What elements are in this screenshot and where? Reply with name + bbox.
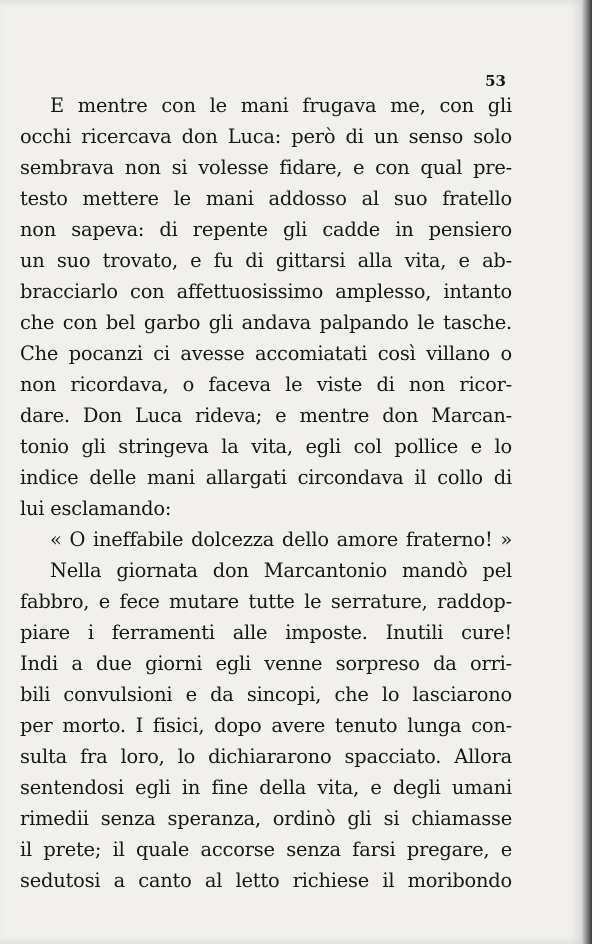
text-line: il prete; il quale accorse senza farsi pregare, e xyxy=(20,838,512,861)
text-line: indice delle mani allargati circondava il collo di xyxy=(20,466,512,489)
text-line: che con bel garbo gli andava palpando le tasche. xyxy=(20,311,512,334)
body-text xyxy=(20,90,512,896)
text-line: piare i ferramenti alle imposte. Inutili cure! xyxy=(20,621,512,644)
page-edge-shadow xyxy=(582,0,592,944)
text-line: dare. Don Luca rideva; e mentre don Marcan- xyxy=(20,404,512,427)
text-line: bili convulsioni e da sincopi, che lo lasciarono xyxy=(20,683,512,706)
text-line: bracciarlo con affettuosissimo amplesso, intanto xyxy=(20,280,512,303)
text-line: Che pocanzi ci avesse accomiatati così villano o xyxy=(20,342,512,365)
text-line: sembrava non si volesse fidare, e con qual pre- xyxy=(20,156,512,179)
text-line: Indi a due giorni egli venne sorpreso da orri- xyxy=(20,652,512,675)
text-line: sulta fra loro, lo dichiararono spacciato. Allora xyxy=(20,745,512,768)
text-line: sedutosi a canto al letto richiese il moribondo xyxy=(20,869,512,892)
text-line: sentendosi egli in fine della vita, e degli umani xyxy=(20,776,512,799)
text-line: non sapeva: di repente gli cadde in pensiero xyxy=(20,218,512,241)
text-line: per morto. I fisici, dopo avere tenuto lunga con- xyxy=(20,714,512,737)
text-line: E mentre con le mani frugava me, con gli xyxy=(50,94,512,117)
page-number: 53 xyxy=(485,72,506,90)
text-line: testo mettere le mani addosso al suo fratello xyxy=(20,187,512,210)
text-line: Nella giornata don Marcantonio mandò pel xyxy=(50,559,512,582)
text-line: tonio gli stringeva la vita, egli col pollice e lo xyxy=(20,435,512,458)
text-line: occhi ricercava don Luca: però di un senso solo xyxy=(20,125,512,148)
text-line: rimedii senza speranza, ordinò gli si chiamasse xyxy=(20,807,512,830)
quote-line: « O ineffabile dolcezza dello amore fraterno! » xyxy=(50,528,512,551)
text-line: un suo trovato, e fu di gittarsi alla vita, e ab- xyxy=(20,249,512,272)
text-line: non ricordava, o faceva le viste di non ricor- xyxy=(20,373,512,396)
text-line: fabbro, e fece mutare tutte le serrature, raddop- xyxy=(20,590,512,613)
text-line: lui esclamando: xyxy=(20,497,172,520)
